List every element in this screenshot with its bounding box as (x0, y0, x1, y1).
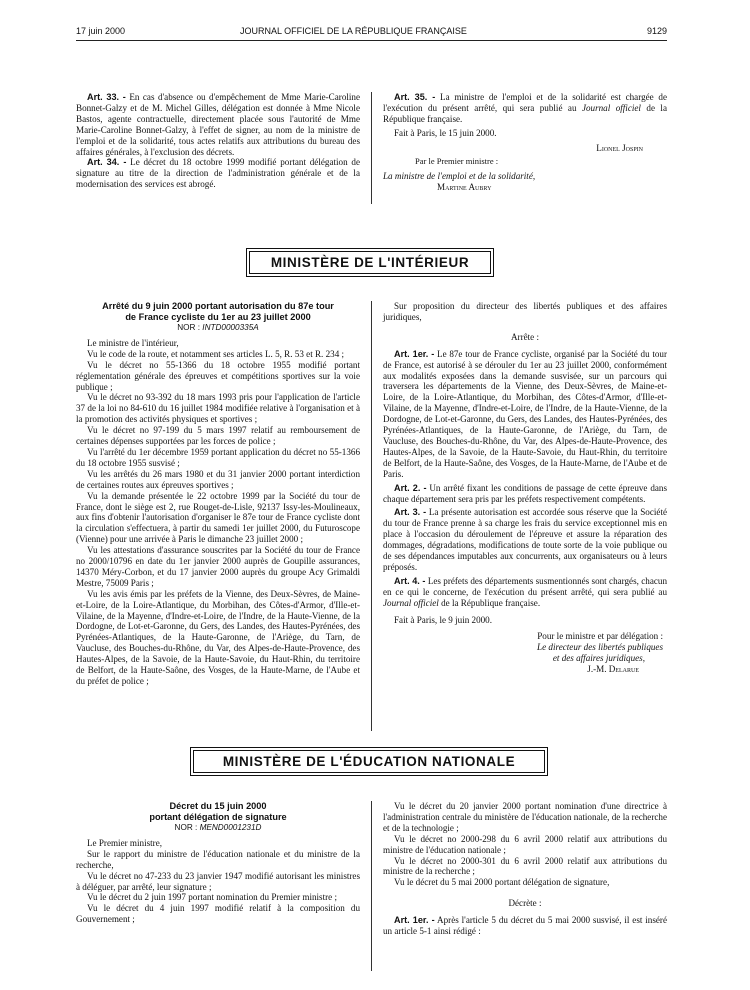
article-2: Art. 2. - Un arrêté fixant les conditions de passage de cette épreuve dans chaque département sera pris par les préfets respectivement compétents. (383, 482, 667, 504)
article-1: Art. 1er. - Le 87e tour de France cycliste, organisé par la Société du tour de France, est autorisé à se dérouler du 1er au 23 juillet 2000, conformément aux modalités exposées dans la demande susvisée, sur un parcours qui traversera les départements de la Vienne, des Deux-Sèvres, de Maine-et-Loire, de la Loire-Atlantique, du Morbihan, des Côtes-d'Armor, d'Ille-et-Vilaine, de la Mayenne, d'Indre-et-Loire, de l'Indre, de la Haute-Vienne, de la Dordogne, de Lot-et-Garonne, du Gers, des Landes, des Hautes-Pyrénées, des Pyrénées-Atlantiques, de la Haute-Garonne, de l'Ariège, du Tarn, de Vaucluse, des Bouches-du-Rhône, du Var, des Alpes-de-Haute-Provence, des Hautes-Alpes, de la Savoie, de la Haute-Savoie, du Haut-Rhin, du territoire de Belfort, de la Haute-Saône, des Vosges, de la Haute-Marne, de l'Aube et de Paris. (383, 348, 667, 479)
decrete-heading: Décrète : (508, 898, 542, 909)
article-35: Art. 35. - La ministre de l'emploi et de la solidarité est chargée de l'exécution du présent arrêté, qui sera publié au Journal officiel de la République française. (383, 92, 667, 124)
visa-paragraph: Vu les attestations d'assurance souscrites par la Société du tour de France no 2000/10796 en date du 1er janvier 2000 auprès de Goupille assurances, 14370 Méry-Corbon, et du 17 janvier 2000 auprès du groupe Acy Grimaldi Mestre, 75009 Paris ; (76, 545, 360, 588)
signer-role: et des affaires juridiques, (552, 653, 645, 664)
signer-name: Lionel Jospin (596, 142, 643, 153)
interieur-right-column (383, 301, 667, 675)
decree-title: Arrêté du 9 juin 2000 portant autorisation du 87e tour de France cycliste du 1er au 23 juillet 2000 (102, 301, 334, 322)
signature-delegation: Pour le ministre et par délégation : (537, 631, 663, 642)
visa-paragraph: Vu la demande présentée le 22 octobre 1999 par la Société du tour de France, dont le siège est 2, rue Rouget-de-Lisle, 92137 Issy-les-Moulineaux, aux fins d'obtenir l'autorisation d'organiser le 87e tour de France cycliste dont la circulation s'effectuera, à partir du samedi 1er juillet 2000, du Futuroscope (Vienne) pour une arrivée à Paris le dimanche 23 juillet 2000 ; (76, 490, 360, 545)
visa-paragraph: Vu les avis émis par les préfets de la Vienne, des Deux-Sèvres, de Maine-et-Loire, de la Loire-Atlantique, du Morbihan, des Côtes-d'Armor, d'Ille-et-Vilaine, de la Mayenne, d'Indre-et-Loire, de l'Indre, de la Haute-Vienne, de la Dordogne, de Lot-et-Garonne, du Gers, des Landes, des Hautes-Pyrénées, des Pyrénées-Atlantiques, de la Haute-Garonne, de l'Ariège, du Tarn, de Vaucluse, des Bouches-du-Rhône, du Var, des Alpes-de-Haute-Provence, des Hautes-Alpes, de la Savoie, de la Haute-Savoie, du Haut-Rhin, du territoire de Belfort, de la Haute-Saône, des Vosges, de la Haute-Marne, de l'Aube et du préfet de police ; (76, 588, 360, 686)
header-journal-title: JOURNAL OFFICIEL DE LA RÉPUBLIQUE FRANÇAISE (240, 26, 467, 36)
top-right-column (383, 92, 667, 193)
education-right-column (383, 801, 667, 937)
visa-paragraph: Vu l'arrêté du 1er décembre 1959 portant application du décret no 55-1366 du 18 octobre 1955 susvisé ; (76, 446, 360, 468)
article-label: Art. 35. - (394, 92, 436, 102)
nor-reference: NOR : MEND0001231D (174, 823, 262, 832)
visa-paragraph: Vu le décret du 20 janvier 2000 portant nomination d'une directrice à l'administration centrale du ministère de l'éducation nationale, de la recherche et de la technologie ; (383, 801, 667, 833)
signature-date: Fait à Paris, le 15 juin 2000. (394, 127, 497, 138)
visa-paragraph: Vu le décret no 47-233 du 23 janvier 1947 modifié autorisant les ministres à déléguer, par arrêté, leur signature ; (76, 870, 360, 892)
signer-role: Le directeur des libertés publiques (537, 642, 663, 653)
article-label: Art. 1er. - (394, 915, 435, 926)
visa-paragraph: Vu le décret no 2000-301 du 6 avril 2000 relatif aux attributions du ministre de la recherche ; (383, 855, 667, 877)
article-3: Art. 3. - La présente autorisation est accordée sous réserve que la Société du tour de France prenne à sa charge les frais du service exceptionnel mis en place à l'occasion du déroulement de l'épreuve et assure la réparation des dommages, dégradations, modifications de toute sorte de la voie publique ou de ses dépendances imputables aux concurrents, aux organisateurs ou à leurs préposés. (383, 507, 668, 572)
article-label: Art. 4. - (394, 575, 426, 586)
signer-role: La ministre de l'emploi et de la solidarité, (383, 171, 536, 182)
header-page-number: 9129 (646, 26, 667, 36)
visas-list (76, 338, 360, 687)
article-33: Art. 33. - En cas d'absence ou d'empêchement de Mme Marie-Caroline Bonnet-Galzy et de M. Michel Gilles, délégation est donnée à Mme Nicole Bastos, agente contractuelle, directement placée sous l'autorité de Mme Marie-Caroline Bonnet-Galzy, à l'effet de signer, au nom de la ministre de l'emploi et de la solidarité, tous actes relatifs aux attributions du bureau des affaires générales, à l'exclusion des décrets. (76, 92, 360, 157)
education-left-column (76, 801, 360, 925)
visa-paragraph: Vu le décret du 5 mai 2000 portant délégation de signature, (394, 877, 610, 888)
top-left-column (76, 92, 360, 190)
visa-paragraph: Vu le décret no 55-1366 du 18 octobre 1955 modifié portant réglementation générale des épreuves et compétitions sportives sur la voie publique ; (76, 359, 360, 392)
article-label: Art. 3. - (394, 507, 427, 518)
article-4: Art. 4. - Les préfets des départements susmentionnés sont chargés, chacun en ce qui le concerne, de l'exécution du présent arrêté, qui sera publié au Journal officiel de la République française. (383, 575, 667, 608)
signer-name: J.-M. Delarue (587, 664, 639, 675)
column-divider (371, 301, 372, 731)
proposition: Sur proposition du directeur des libertés publiques et des affaires juridiques, (383, 301, 667, 322)
article-label: Art. 34. - (87, 157, 127, 168)
article-label: Art. 33. - (87, 92, 126, 102)
visas-list (383, 801, 667, 888)
decree-title: Décret du 15 juin 2000 portant délégation de signature (149, 801, 287, 822)
visa-paragraph: Le ministre de l'intérieur, (87, 337, 179, 348)
visas-list (76, 838, 360, 925)
visa-paragraph: Vu le décret no 2000-298 du 6 avril 2000 relatif aux attributions du ministre de l'éducation nationale ; (383, 833, 667, 855)
article-label: Art. 1er. - (394, 348, 435, 359)
visa-paragraph: Vu le code de la route, et notamment ses articles L. 5, R. 53 et R. 234 ; (87, 348, 345, 359)
article-1: Art. 1er. - Après l'article 5 du décret du 5 mai 2000 susvisé, il est inséré un article 5-1 ainsi rédigé : (383, 915, 667, 937)
header-date: 17 juin 2000 (76, 26, 126, 36)
ministry-banner-education: MINISTÈRE DE L'ÉDUCATION NATIONALE (190, 747, 548, 776)
ministry-banner-interieur: MINISTÈRE DE L'INTÉRIEUR (246, 248, 494, 277)
visa-paragraph: Vu le décret du 2 juin 1997 portant nomination du Premier ministre ; (87, 892, 337, 903)
signer-name: Martine Aubry (437, 182, 492, 193)
visa-paragraph: Le Premier ministre, (87, 837, 163, 848)
page-header (76, 26, 667, 41)
visa-paragraph: Vu le décret no 93-392 du 18 mars 1993 pris pour l'application de l'article 37 de la loi no 84-610 du 16 juillet 1984 modifiée relative à l'organisation et à la promotion des activités physiques et sportives ; (76, 392, 360, 425)
visa-paragraph: Vu le décret du 4 juin 1997 modifié relatif à la composition du Gouvernement ; (76, 903, 360, 925)
column-divider (371, 92, 372, 204)
nor-reference: NOR : INTD0000335A (177, 323, 259, 332)
arrete-heading: Arrête : (510, 331, 540, 342)
column-divider (371, 801, 372, 971)
visa-paragraph: Vu les arrêtés du 26 mars 1980 et du 31 janvier 2000 portant interdiction de certaines routes aux épreuves sportives ; (76, 468, 360, 490)
article-label: Art. 2. - (394, 482, 427, 493)
article-34: Art. 34. - Le décret du 18 octobre 1999 modifié portant délégation de signature au titre de la direction de l'administration générale et de la modernisation des services est abrogé. (76, 157, 360, 190)
signature-date: Fait à Paris, le 9 juin 2000. (394, 614, 493, 625)
visa-paragraph: Vu le décret no 97-199 du 5 mars 1997 relatif au remboursement de certaines dépenses supportées par les forces de police ; (76, 425, 360, 447)
signature-par: Par le Premier ministre : (415, 155, 499, 166)
interieur-left-column (76, 301, 360, 687)
visa-paragraph: Sur le rapport du ministre de l'éducation nationale et du ministre de la recherche, (76, 848, 360, 870)
